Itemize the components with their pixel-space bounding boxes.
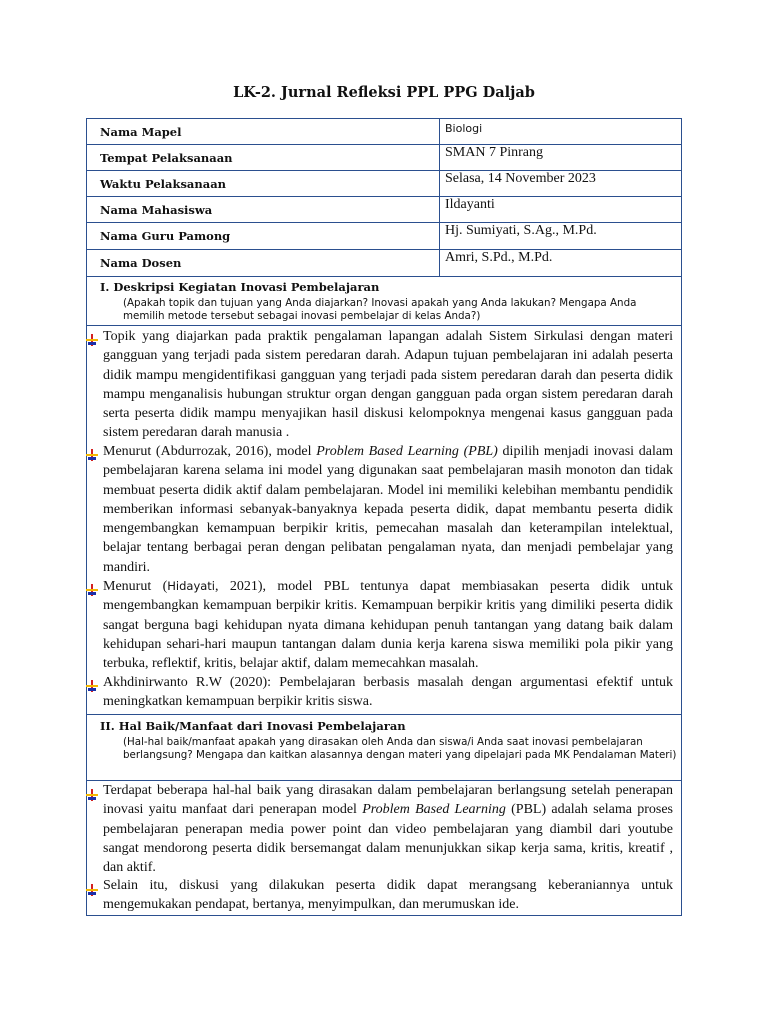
section-2-question: (Hal-hal baik/manfaat apakah yang dirasakan oleh Anda dan siswa/i Anda saat inovasi pembelajaran berlangsung? Mengapa dan kaitkan alasannya dengan materi yang dipelajari pada MK Pendalaman Materi) — [123, 736, 677, 761]
value-tempat-pelaksanaan: SMAN 7 Pinrang — [445, 145, 544, 160]
table-column-divider — [439, 118, 440, 276]
value-nama-mapel: Biologi — [445, 122, 483, 135]
paragraph-text: Menurut ( — [103, 579, 168, 594]
section-1-heading: I. Deskripsi Kegiatan Inovasi Pembelajaran — [100, 280, 380, 294]
bullet-icon — [86, 884, 98, 896]
label-nama-mahasiswa: Nama Mahasiswa — [100, 203, 213, 217]
value-nama-guru-pamong: Hj. Sumiyati, S.Ag., M.Pd. — [445, 223, 597, 238]
model-name-italic: Problem Based Learning (PBL) — [316, 444, 498, 459]
row-divider — [86, 249, 682, 250]
label-nama-guru-pamong: Nama Guru Pamong — [100, 229, 231, 243]
bullet-icon — [86, 680, 98, 692]
bullet-icon — [86, 449, 98, 461]
section-2-paragraph-1 — [103, 781, 673, 877]
paragraph-text: (PBL) adalah selama proses pembelajaran penerapan media power point dan video pembelajaran yang diambil dari youtube sangat mendorong peserta didik bersemangat dalam menunjukkan sikap kerja sama, kritis, kreatif , dan aktif. — [103, 802, 674, 876]
paragraph-text: Terdapat beberapa hal-hal baik yang dirasakan dalam pembelajaran berlangsung setelah penerapan inovasi yaitu manfaat dari penerapan model — [103, 783, 673, 818]
row-divider — [86, 196, 682, 197]
section-1-paragraph-2 — [103, 442, 673, 577]
section-1-paragraph-3 — [103, 577, 673, 673]
value-nama-mahasiswa: Ildayanti — [445, 197, 495, 212]
label-waktu-pelaksanaan: Waktu Pelaksanaan — [100, 177, 227, 191]
row-divider — [86, 144, 682, 145]
model-name-italic: Problem Based Learning — [362, 802, 506, 818]
section-2-heading: II. Hal Baik/Manfaat dari Inovasi Pembelajaran — [100, 719, 406, 733]
document-title: LK-2. Jurnal Refleksi PPL PPG Daljab — [233, 84, 535, 101]
value-waktu-pelaksanaan: Selasa, 14 November 2023 — [445, 171, 596, 186]
paragraph-text: , 2021), model PBL tentunya dapat membiasakan peserta didik untuk mengembangkan kemampuan berpikir kritis. Kemampuan berpikir kritis yang dimiliki peserta didik sangat berguna bagi kehidupan nyata dimana kehidupan penuh tantangan yang datang baik dalam kehidupan sehari-hari maupun tantangan dalam dunia kerja karena siswa memiliki pola pikir yang terbuka, reflektif, kritis, belajar aktif, dalam memecahkan masalah. — [103, 579, 673, 672]
paragraph-text: dipilih menjadi inovasi dalam pembelajaran karena selama ini model yang digunakan saat pembelajaran masih monoton dan tidak membuat peserta didik aktif dalam pembelajaran. Model ini memiliki kelebihan membantu pendidik memberikan informasi sebanyak-banyaknya kepada peserta didik, dapat membantu peserta didik mengembangkan kemampuan berpikir kritis, pemecahan masalah dan keterampilan intelektual, belajar tentang berbagai peran dengan pelibatan pengalaman nyata, dan menjadi pembelajar yang mandiri. — [103, 444, 673, 575]
section-1-paragraph-1: Topik yang diajarkan pada praktik pengalaman lapangan adalah Sistem Sirkulasi dengan materi gangguan yang terjadi pada sistem peredaran darah. Adapun tujuan pembelajaran ini adalah peserta didik mampu mengidentifikasi gangguan yang terjadi pada sistem peredaran darah dan peserta didik mampu menganalisis hubungan struktur organ dengan gangguan pada organ sistem peredaran darah serta peserta didik mampu menyajikan hasil diskusi kelompoknya mengenai kasus gangguan pada sistem peredaran darah manusia . — [103, 329, 673, 441]
citation-author: Hidayati — [167, 579, 215, 593]
value-nama-dosen: Amri, S.Pd., M.Pd. — [445, 250, 553, 265]
section-1-question: (Apakah topik dan tujuan yang Anda diajarkan? Inovasi apakah yang Anda lakukan? Mengapa Anda memilih metode tersebut sebagai inovasi pembelajar di kelas Anda?) — [123, 297, 637, 322]
section-divider — [86, 714, 682, 715]
label-tempat-pelaksanaan: Tempat Pelaksanaan — [100, 151, 233, 165]
label-nama-mapel: Nama Mapel — [100, 125, 182, 139]
section-1-paragraph-4: Akhdinirwanto R.W (2020): Pembelajaran berbasis masalah dengan argumentasi efektif untuk meningkatkan kemampuan berpikir kritis siswa. — [103, 675, 673, 710]
section-divider — [86, 276, 682, 277]
bullet-icon — [86, 334, 98, 346]
paragraph-text: Menurut (Abdurrozak, 2016), model — [103, 444, 317, 459]
label-nama-dosen: Nama Dosen — [100, 256, 182, 270]
bullet-icon — [86, 789, 98, 801]
bullet-icon — [86, 584, 98, 596]
section-divider — [86, 325, 682, 326]
section-2-paragraph-2: Selain itu, diskusi yang dilakukan peserta didik dapat merangsang keberaniannya untuk mengemukakan pendapat, bertanya, menyimpulkan, dan merumuskan ide. — [103, 878, 673, 913]
